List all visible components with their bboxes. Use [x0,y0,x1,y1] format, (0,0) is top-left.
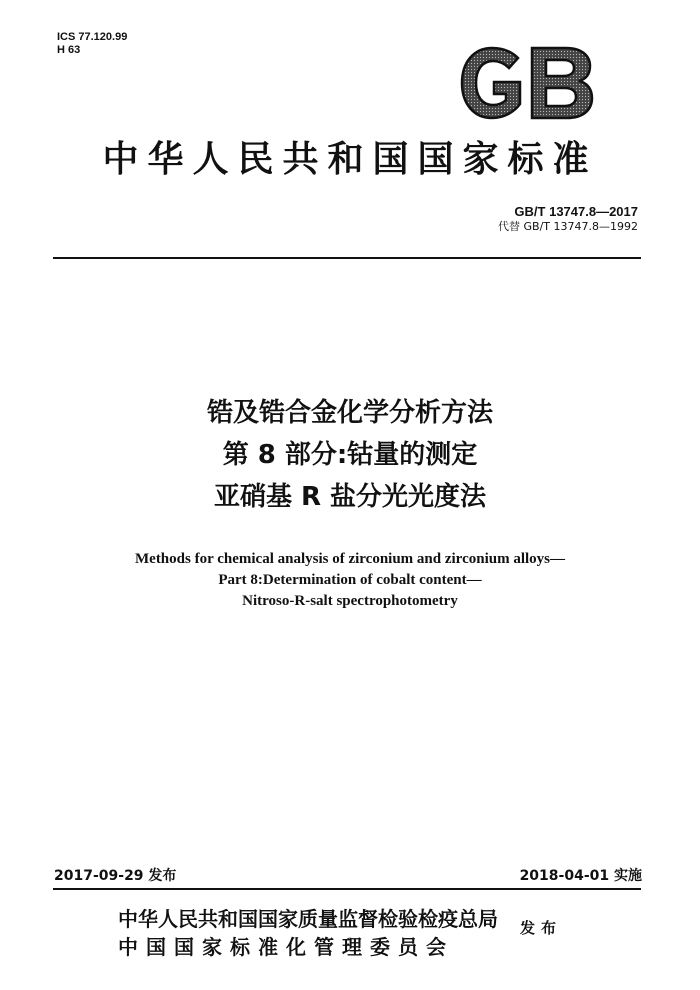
chinese-title-line: 第 8 部分:钴量的测定 [222,440,478,470]
issue-date: 2017-09-29 发布 [54,868,177,884]
english-title-line: Part 8:Determination of cobalt content— [218,572,482,588]
bottom-divider [53,888,641,890]
chinese-title [0,392,700,518]
implementation-date: 2018-04-01 实施 [519,868,642,884]
gb-logo [458,44,596,122]
ccs-code: H 63 [57,44,81,56]
national-standard-title: 中华人民共和国国家标准 [102,139,598,180]
ics-code: ICS 77.120.99 [57,31,128,43]
classification-codes [57,31,127,57]
replaces-standard: 代替 GB/T 13747.8—1992 [498,220,638,233]
issuer-aqsiq: 中华人民共和国国家质量监督检验检疫总局 [118,907,498,931]
english-title-line: Methods for chemical analysis of zirconium and zirconium alloys— [135,551,565,567]
publish-label: 发布 [520,919,563,937]
top-divider [53,257,641,259]
standard-number: GB/T 13747.8—2017 [514,204,638,219]
issuer-sac: 中国国家标准化管理委员会 [118,935,454,959]
chinese-title-line: 锆及锆合金化学分析方法 [206,398,493,428]
english-title-line: Nitroso-R-salt spectrophotometry [242,593,458,609]
chinese-title-line: 亚硝基 R 盐分光光度法 [213,482,487,512]
english-title [0,549,700,612]
